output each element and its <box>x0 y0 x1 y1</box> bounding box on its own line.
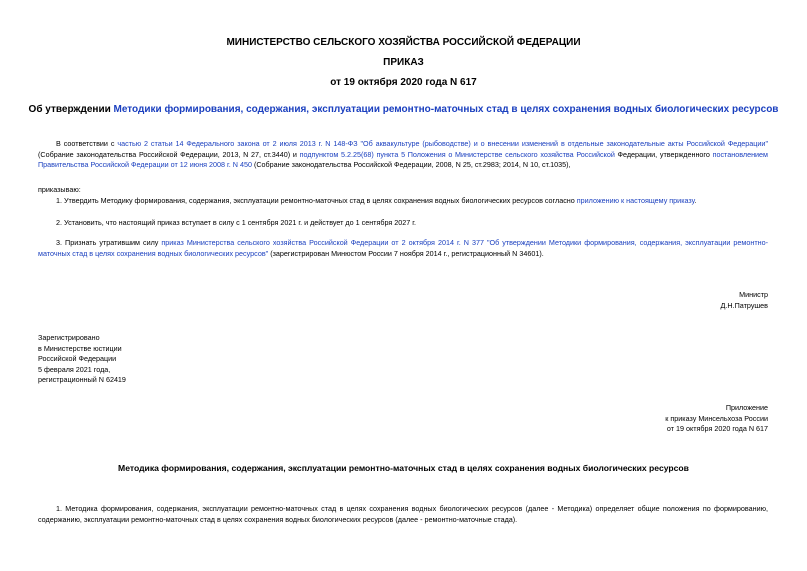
item-1-end: . <box>694 196 697 205</box>
registration-line-1: Зарегистрировано <box>38 333 100 342</box>
registration-block <box>38 333 238 386</box>
order-item-3 <box>38 238 768 259</box>
appendix-line-2: к приказу Минсельхоза России <box>665 413 768 423</box>
title-prefix: Об утверждении <box>28 104 114 115</box>
order-word: приказываю: <box>38 185 81 194</box>
methodology-title: Методика формирования, содержания, эксплуатации ремонтно-маточных стад в целях сохранения водных биологических ресурсов <box>118 463 689 473</box>
preamble-link-regulation[interactable]: подпунктом 5.2.25(68) пункта 5 Положения о Министерстве сельского хозяйства Российской <box>299 149 615 159</box>
preamble-link-resolution[interactable]: постановлением Правительства Российской Федерации от 12 июня 2008 г. N 450 <box>38 149 768 169</box>
signature-block <box>560 290 768 311</box>
ministry-heading: МИНИСТЕРСТВО СЕЛЬСКОГО ХОЗЯЙСТВА РОССИЙСКОЙ ФЕДЕРАЦИИ <box>226 37 581 48</box>
document-type: ПРИКАЗ <box>383 57 424 68</box>
preamble <box>38 139 768 171</box>
appendix-line-1: Приложение <box>725 403 768 412</box>
document-title <box>0 104 807 115</box>
item-3-order-link[interactable]: приказ Министерства сельского хозяйства Российской Федерации от 2 октября 2014 г. N 377 "Об утверждении Методики формирования, содержания, эксплуатации ремонтно-маточных стад в целях сохранения водных биологических ресурсов" <box>38 238 768 258</box>
preamble-text-2: (Собрание законодательства Российской Федерации, 2013, N 27, ст.3440) и <box>38 149 300 159</box>
appendix-line-3: от 19 октября 2020 года N 617 <box>666 424 768 433</box>
signature-position: Министр <box>739 290 768 299</box>
registration-line-4: 5 февраля 2021 года, <box>38 364 111 374</box>
registration-line-5: регистрационный N 62419 <box>38 375 126 384</box>
order-item-1 <box>56 196 768 207</box>
document-date-number: от 19 октября 2020 года N 617 <box>330 77 477 88</box>
preamble-link-law[interactable]: частью 2 статьи 14 Федерального закона от 2 июля 2013 г. N 148-ФЗ "Об аквакультуре (рыбоводстве) и о внесении изменений в отдельные законодательные акты Российской Федерации" <box>117 139 769 148</box>
signature-name: Д.Н.Патрушев <box>720 300 768 310</box>
registration-line-2: в Министерстве юстиции <box>38 343 122 353</box>
preamble-text-4: (Собрание законодательства Российской Федерации, 2008, N 25, ст.2983; 2014, N 10, ст.1035), <box>251 160 571 169</box>
registration-line-3: Российской Федерации <box>38 354 117 363</box>
item-1-text: 1. Утвердить Методику формирования, содержания, эксплуатации ремонтно-маточных стад в целях сохранения водных биологических ресурсов согласно <box>56 196 577 205</box>
methodology-paragraph-1: 1. Методика формирования, содержания, эксплуатации ремонтно-маточных стад в целях сохранения водных биологических ресурсов (далее - Методика) определяет общие положения по формированию, содержанию, эксплуатации ремонтно-маточных стад в целях сохранения водных биологических ресурсов (далее - ремонтно-маточные стада). <box>38 504 768 524</box>
appendix-reference <box>520 403 768 435</box>
title-link[interactable]: Методики формирования, содержания, эксплуатации ремонтно-маточных стад в целях сохранения водных биологических ресурсов <box>113 104 779 115</box>
order-item-2: 2. Установить, что настоящий приказ вступает в силу с 1 сентября 2021 г. и действует до 1 сентября 2027 г. <box>56 218 416 227</box>
item-1-appendix-link[interactable]: приложению к настоящему приказу <box>576 196 695 205</box>
preamble-text-3: Федерации, утвержденного <box>614 149 713 159</box>
item-3-text: 3. Признать утратившим силу <box>56 238 162 247</box>
item-3-end: (зарегистрирован Минюстом России 7 ноября 2014 г., регистрационный N 34601). <box>268 248 544 258</box>
preamble-text-1: В соответствии с <box>56 139 118 148</box>
